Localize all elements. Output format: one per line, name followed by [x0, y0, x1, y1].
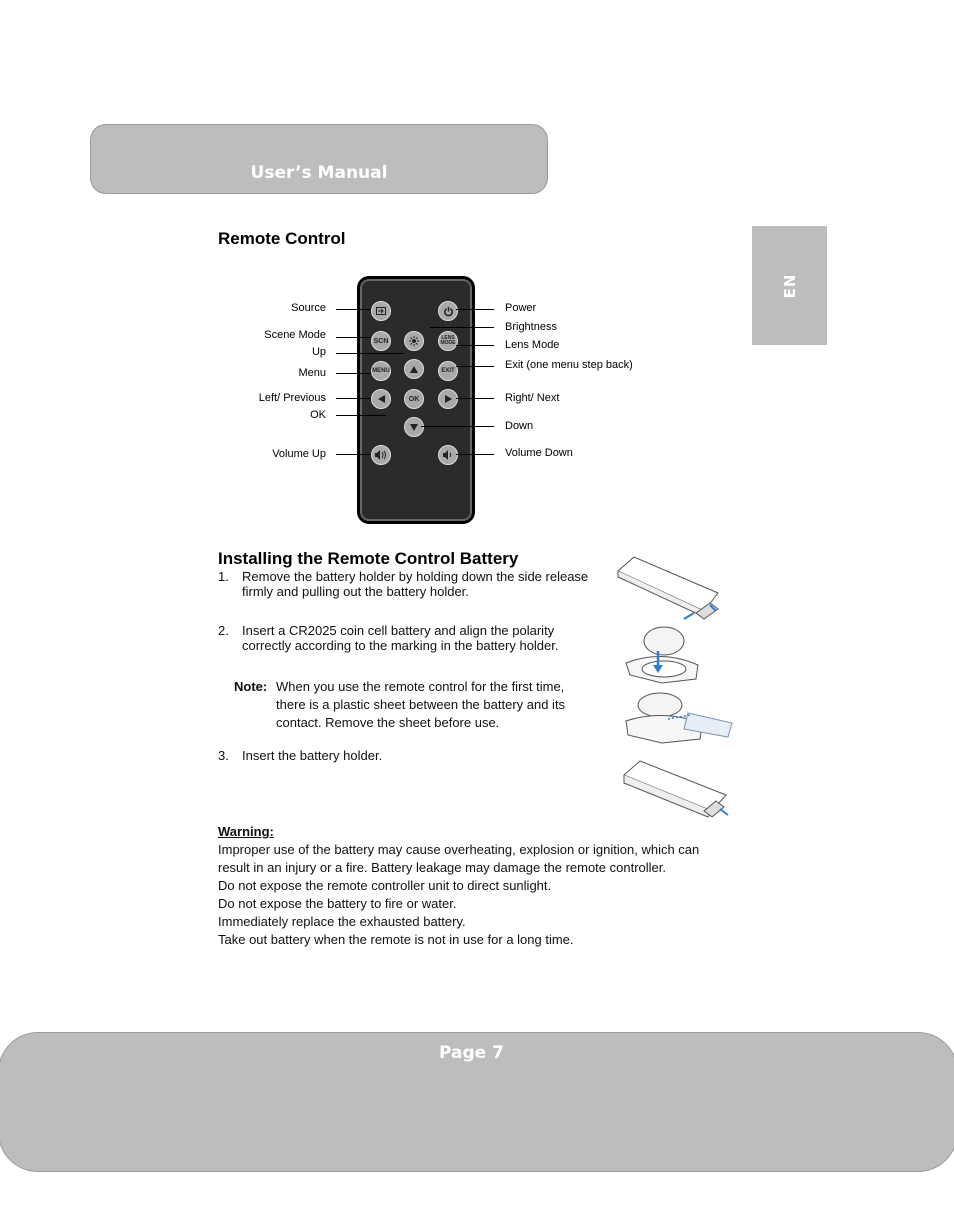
right-button-icon: [438, 389, 458, 409]
label-ok: OK: [310, 409, 326, 421]
page-number: Page 7: [439, 1043, 504, 1063]
leader-line: [456, 454, 494, 455]
power-button-icon: [438, 301, 458, 321]
leader-line: [421, 426, 494, 427]
exit-button: EXIT: [438, 361, 458, 381]
source-button-icon: [371, 301, 391, 321]
label-up: Up: [311, 346, 326, 358]
ok-button: OK: [404, 389, 424, 409]
scn-button: SCN: [371, 331, 391, 351]
leader-line: [336, 337, 371, 338]
battery-installation-illustration: [612, 553, 734, 821]
remote-control-illustration: [357, 276, 475, 524]
step-1-line-1: Remove the battery holder by holding down the side release: [242, 569, 589, 584]
warning-block: [218, 823, 738, 949]
label-volume-down: Volume Down: [505, 447, 573, 459]
remote-removal-drawing: [618, 557, 718, 619]
label-menu: Menu: [298, 367, 326, 379]
left-button-icon: [371, 389, 391, 409]
language-tab: [752, 226, 827, 345]
label-exit: Exit (one menu step back): [505, 359, 633, 371]
step-3-line-1: Insert the battery holder.: [242, 748, 383, 763]
down-button-icon: [404, 417, 424, 437]
coin-insert-drawing: [626, 627, 698, 683]
note-line-1: When you use the remote control for the first time,: [276, 679, 565, 694]
leader-line: [336, 454, 371, 455]
note-line-2: there is a plastic sheet between the battery and its: [276, 697, 566, 712]
remote-insert-drawing: [624, 761, 728, 817]
step-2-line-1: Insert a CR2025 coin cell battery and align the polarity: [242, 623, 555, 638]
label-power: Power: [505, 302, 537, 314]
leader-line: [336, 309, 371, 310]
language-label: EN: [780, 273, 799, 298]
footer-bar: [0, 1032, 954, 1172]
leader-line: [456, 398, 494, 399]
leader-line: [336, 415, 386, 416]
warning-line: Do not expose the battery to fire or water.: [218, 896, 457, 911]
volume-down-icon: [438, 445, 458, 465]
lens-mode-button: LENS MODE: [438, 331, 458, 351]
section-title-remote-control: Remote Control: [218, 229, 346, 248]
leader-line: [430, 327, 494, 328]
label-source: Source: [291, 302, 326, 314]
note-label: Note:: [234, 679, 268, 694]
step-3-number: 3.: [218, 748, 229, 763]
manual-title: User’s Manual: [250, 163, 388, 183]
section-title-battery: Installing the Remote Control Battery: [218, 549, 519, 568]
leader-line: [456, 309, 494, 310]
warning-line: Do not expose the remote controller unit to direct sunlight.: [218, 878, 552, 893]
warning-title: Warning:: [218, 824, 274, 839]
volume-up-icon: [371, 445, 391, 465]
label-volume-up: Volume Up: [272, 448, 326, 460]
leader-line: [456, 366, 494, 367]
step-1-number: 1.: [218, 569, 229, 584]
brightness-button-icon: [404, 331, 424, 351]
leader-line: [336, 353, 404, 354]
warning-line: Take out battery when the remote is not in use for a long time.: [218, 932, 574, 947]
label-brightness: Brightness: [505, 321, 557, 333]
menu-button: MENU: [371, 361, 391, 381]
header-tab: [90, 124, 548, 194]
up-button-icon: [404, 359, 424, 379]
label-down: Down: [505, 420, 534, 432]
label-left-previous: Left/ Previous: [258, 392, 326, 404]
warning-line: Improper use of the battery may cause overheating, explosion or ignition, which can: [218, 842, 700, 857]
plastic-sheet-drawing: [626, 693, 732, 743]
label-right-next: Right/ Next: [505, 392, 560, 404]
leader-line: [456, 345, 494, 346]
step-2-line-2: correctly according to the marking in the battery holder.: [242, 638, 559, 653]
leader-line: [336, 373, 371, 374]
label-lens-mode: Lens Mode: [505, 339, 560, 351]
warning-line: Immediately replace the exhausted battery.: [218, 914, 466, 929]
leader-line: [336, 398, 371, 399]
note-line-3: contact. Remove the sheet before use.: [276, 715, 500, 730]
step-2-number: 2.: [218, 623, 229, 638]
step-1-line-2: firmly and pulling out the battery holder.: [242, 584, 469, 599]
label-scene-mode: Scene Mode: [264, 329, 326, 341]
warning-line: result in an injury or a fire. Battery leakage may damage the remote controller.: [218, 860, 666, 875]
